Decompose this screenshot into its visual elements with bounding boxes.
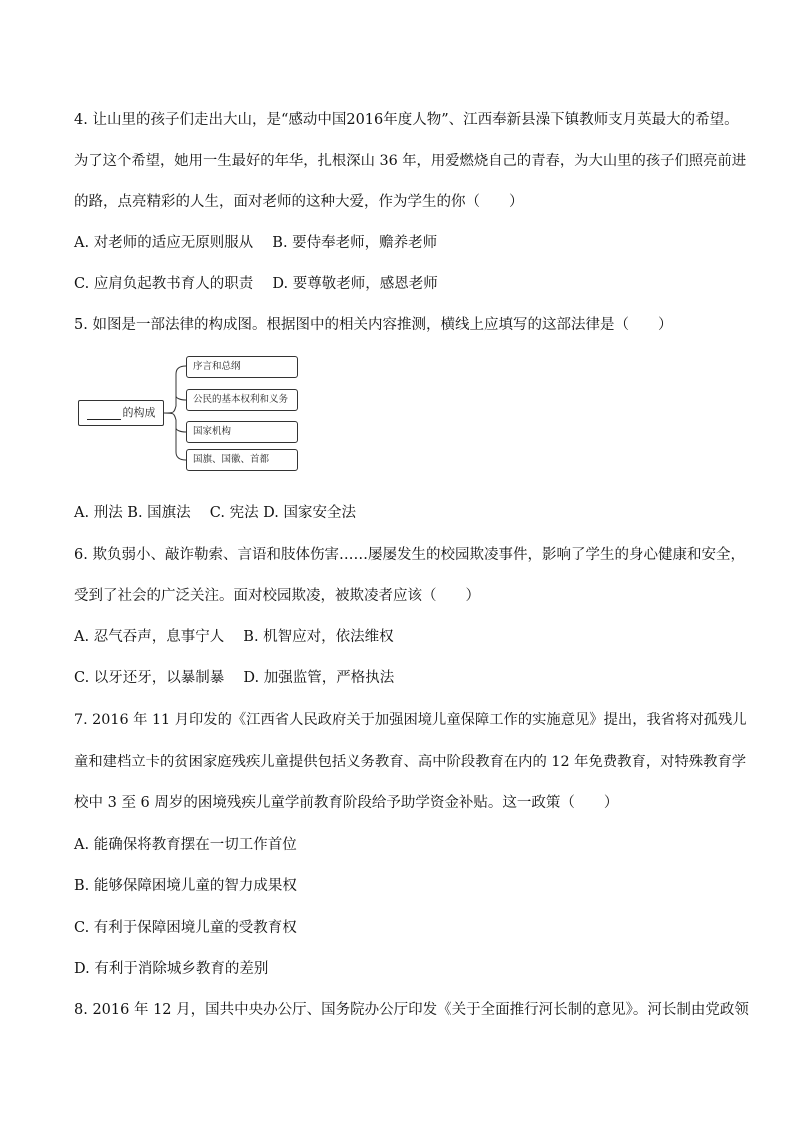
- q4-options-ab: A. 对老师的适应无原则服从 B. 要侍奉老师，赡养老师: [74, 235, 438, 251]
- diagram-root-label: 的构成: [122, 406, 156, 419]
- q4-stem-line2: 为了这个希望，她用一生最好的年华，扎根深山 36 年，用爱燃烧自己的青春，为大山里的孩子们照亮前进: [74, 153, 747, 169]
- q7-option-d: D. 有利于消除城乡教育的差别: [74, 961, 269, 977]
- q5-stem-line1: 5. 如图是一部法律的构成图。根据图中的相关内容推测，横线上应填写的这部法律是（ ）: [74, 317, 673, 333]
- diagram-root-box: [78, 400, 164, 426]
- diagram-branch-rights: 公民的基本权利和义务: [186, 389, 298, 411]
- q7-option-a: A. 能确保将教育摆在一切工作首位: [74, 837, 297, 853]
- q7-option-b: B. 能够保障困境儿童的智力成果权: [74, 878, 297, 894]
- law-structure-diagram: [76, 356, 302, 476]
- q6-options-ab: A. 忍气吞声，息事宁人 B. 机智应对，依法维权: [74, 629, 394, 645]
- q6-stem-line1: 6. 欺负弱小、敲诈勒索、言语和肢体伤害……屡屡发生的校园欺凌事件，影响了学生的身心健康和安全，: [74, 547, 745, 563]
- q7-stem-line2: 童和建档立卡的贫困家庭残疾儿童提供包括义务教育、高中阶段教育在内的 12 年免费教育，对特殊教育学: [74, 754, 747, 770]
- q7-stem-line3: 校中 3 至 6 周岁的困境残疾儿童学前教育阶段给予助学资金补贴。这一政策（ ）: [74, 795, 619, 811]
- fill-in-blank: [87, 407, 121, 420]
- diagram-branch-preamble: 序言和总纲: [186, 356, 298, 378]
- q4-stem-line3: 的路，点亮精彩的人生，面对老师的这种大爱，作为学生的你（ ）: [74, 194, 524, 210]
- q7-option-c: C. 有利于保障困境儿童的受教育权: [74, 920, 297, 936]
- q5-options: A. 刑法 B. 国旗法 C. 宪法 D. 国家安全法: [74, 505, 357, 521]
- diagram-branch-institutions: 国家机构: [186, 421, 298, 443]
- q6-options-cd: C. 以牙还牙，以暴制暴 D. 加强监管，严格执法: [74, 670, 395, 686]
- q4-options-cd: C. 应肩负起教书育人的职责 D. 要尊敬老师，感恩老师: [74, 276, 438, 292]
- q4-stem-line1: 4. 让山里的孩子们走出大山，是“感动中国2016年度人物”、江西奉新县澡下镇教师支月英最大的希望。: [74, 112, 739, 128]
- diagram-branch-symbols: 国旗、国徽、首都: [186, 449, 298, 471]
- q8-stem-line1: 8. 2016 年 12 月，国共中央办公厅、国务院办公厅印发《关于全面推行河长制的意见》。河长制由党政领: [74, 1002, 749, 1018]
- q7-stem-line1: 7. 2016 年 11 月印发的《江西省人民政府关于加强困境儿童保障工作的实施意见》提出，我省将对孤残儿: [74, 712, 747, 728]
- q6-stem-line2: 受到了社会的广泛关注。面对校园欺凌，被欺凌者应该（ ）: [74, 588, 480, 604]
